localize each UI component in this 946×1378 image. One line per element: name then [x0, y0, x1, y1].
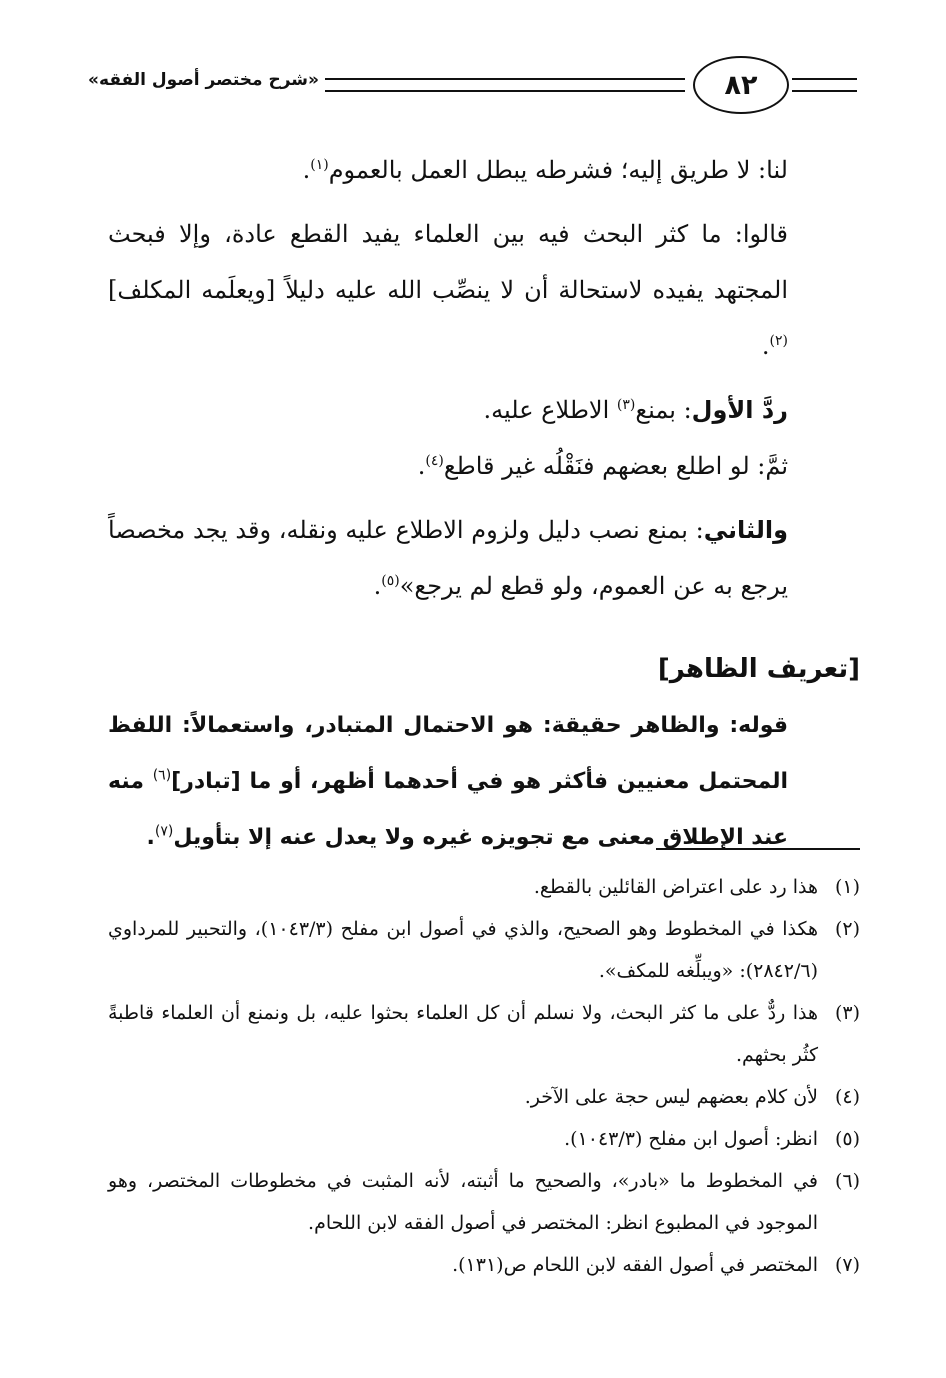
main-text	[108, 142, 860, 866]
footnote-ref-4: (٤)	[425, 453, 444, 469]
footnote-5: (٥) انظر: أصول ابن مفلح (١٠٤٣/٣).	[564, 1128, 860, 1150]
footnote-ref-5: (٥)	[381, 573, 400, 589]
footnote-2: (٢) هكذا في المخطوط وهو الصحيح، والذي في أصول ابن مفلح (١٠٤٣/٣)، والتحبير للمرداوي (٢٨٤٢/٦): «ويبلِّغه للمكف».	[108, 918, 860, 982]
quoted-text: قوله: والظاهر حقيقة: هو الاحتمال المتبادر، واستعمالاً: اللفظ المحتمل معنيين فأكثر هو في أحدهما أظهر، أو ما [تبادر]$^{(٦)}$ منه عند الإطلاق معنى مع تجويزه غيره ولا يعدل عنه إلا بتأويل$^{(٧)}$.	[108, 713, 788, 850]
header-rule-left	[325, 78, 685, 92]
paragraph-5: والثاني: بمنع نصب دليل ولزوم الاطلاع عليه ونقله، وقد يجد مخصصاً يرجع به عن العموم، ولو قطع لم يرجع»$^{(٥)}$.	[108, 516, 788, 600]
footnote-ref-2: (٢)	[769, 333, 788, 349]
footnote-ref-3: (٣)	[616, 397, 636, 413]
footnote-4: (٤) لأن كلام بعضهم ليس حجة على الآخر.	[524, 1086, 860, 1108]
footnote-separator	[656, 848, 860, 850]
paragraph-4: ثمَّ: لو اطلع بعضهم فنَقْلُه غير قاطع$^{(٤)}$.	[417, 452, 788, 480]
page-header	[88, 50, 865, 120]
footnotes	[108, 866, 860, 1286]
header-rule-right	[792, 78, 857, 92]
section-heading: [تعريف الظاهر]	[657, 654, 860, 684]
running-title: «شرح مختصر أصول الفقه»	[88, 70, 319, 90]
footnote-3: (٣) هذا ردٌّ على ما كثر البحث، ولا نسلم أن كل العلماء بحثوا عليه، بل ونمنع أن العلماء قاطبةً كثُر بحثهم.	[108, 1002, 860, 1066]
footnote-ref-1: (١)	[310, 157, 329, 173]
paragraph-2: قالوا: ما كثر البحث فيه بين العلماء يفيد القطع عادة، وإلا فبحث المجتهد يفيده لاستحالة أن لا ينصِّب الله عليه دليلاً [ويعلَمه المكلف]$^{(٢)}$.	[108, 220, 789, 360]
paragraph-3: ردَّ الأول: بمنع$^{(٣)}$ الاطلاع عليه.	[483, 396, 788, 424]
footnote-1: (١) هذا رد على اعتراض القائلين بالقطع.	[533, 876, 860, 898]
page-number: ٨٢	[693, 56, 789, 114]
paragraph-1: لنا: لا طريق إليه؛ فشرطه يبطل العمل بالعموم$^{(١)}$.	[302, 156, 788, 184]
footnote-ref-6: (٦)	[152, 767, 172, 784]
footnote-6: (٦) في المخطوط ما «بادر»، والصحيح ما أثبته، لأنه المثبت في مخطوطات المختصر، وهو الموجود في المطبوع انظر: المختصر في أصول الفقه لابن اللحام.	[108, 1170, 860, 1234]
footnote-ref-7: (٧)	[154, 823, 174, 840]
footnote-7: (٧) المختصر في أصول الفقه لابن اللحام ص(١٣١).	[452, 1254, 860, 1276]
